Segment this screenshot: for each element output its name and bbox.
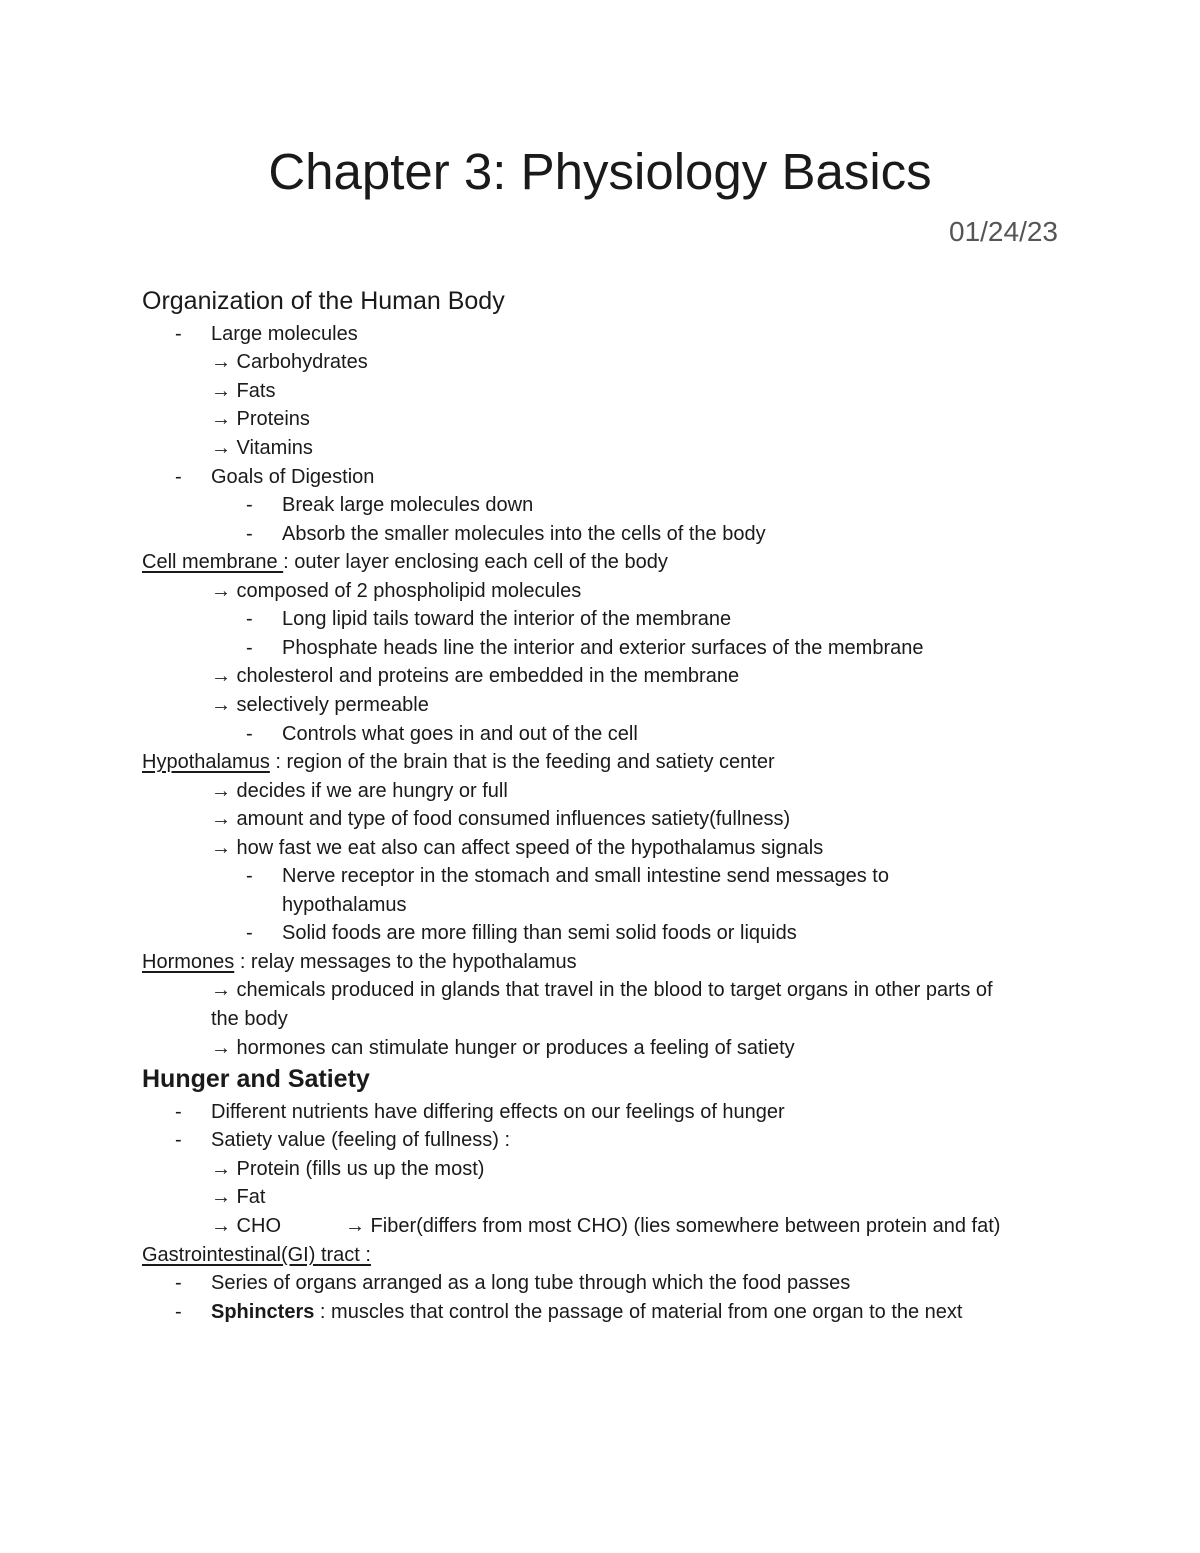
list-item: → chemicals produced in glands that travel in the blood to target organs in other parts of <box>211 979 993 1001</box>
list-item: → Carbohydrates <box>211 351 368 373</box>
bullet-dash: - <box>175 323 182 345</box>
definition-hypothalamus <box>142 748 775 776</box>
bullet-dash: - <box>246 523 253 545</box>
list-item: Nerve receptor in the stomach and small intestine send messages to <box>282 865 889 887</box>
list-item: → Protein (fills us up the most) <box>211 1158 485 1180</box>
list-item-continued: the body <box>211 1008 288 1030</box>
term: Hypothalamus <box>142 751 270 773</box>
list-item: → selectively permeable <box>211 694 429 716</box>
definition-text: : region of the brain that is the feeding and satiety center <box>269 751 775 773</box>
bullet-dash: - <box>246 922 253 944</box>
bullet-dash: - <box>175 1101 182 1123</box>
list-item: → Fiber(differs from most CHO) (lies somewhere between protein and fat) <box>345 1215 1001 1237</box>
list-item: Goals of Digestion <box>211 466 375 488</box>
bullet-dash: - <box>246 494 253 516</box>
list-item: Phosphate heads line the interior and exterior surfaces of the membrane <box>282 637 924 659</box>
list-item: → amount and type of food consumed influences satiety(fullness) <box>211 808 791 830</box>
definition-hormones <box>142 948 577 976</box>
list-item: Satiety value (feeling of fullness) : <box>211 1129 511 1151</box>
list-item: Large molecules <box>211 323 358 345</box>
list-item: → cholesterol and proteins are embedded in the membrane <box>211 665 740 687</box>
bullet-dash: - <box>246 865 253 887</box>
list-item: Break large molecules down <box>282 494 534 516</box>
list-item: Controls what goes in and out of the cell <box>282 723 638 745</box>
section-heading-organization: Organization of the Human Body <box>142 287 505 315</box>
list-item: → how fast we eat also can affect speed of the hypothalamus signals <box>211 837 824 859</box>
list-item <box>211 1298 962 1326</box>
term: Cell membrane <box>142 551 284 573</box>
bullet-dash: - <box>246 637 253 659</box>
list-item: Solid foods are more filling than semi solid foods or liquids <box>282 922 797 944</box>
bullet-dash: - <box>175 1272 182 1294</box>
bullet-dash: - <box>246 723 253 745</box>
term: Hormones <box>142 951 235 973</box>
list-item: Series of organs arranged as a long tube through which the food passes <box>211 1272 851 1294</box>
bullet-dash: - <box>175 1301 182 1323</box>
page-title: Chapter 3: Physiology Basics <box>268 143 932 200</box>
definition-cell-membrane <box>142 548 668 576</box>
list-item: → CHO <box>211 1215 281 1237</box>
list-item: → decides if we are hungry or full <box>211 780 508 802</box>
list-item: → Fats <box>211 380 276 402</box>
definition-text: : relay messages to the hypothalamus <box>234 951 577 973</box>
date: 01/24/23 <box>949 216 1058 247</box>
section-heading-hunger: Hunger and Satiety <box>142 1065 370 1093</box>
bullet-dash: - <box>246 608 253 630</box>
list-item: → Proteins <box>211 408 310 430</box>
bullet-dash: - <box>175 466 182 488</box>
list-item: → composed of 2 phospholipid molecules <box>211 580 582 602</box>
definition-gi-tract <box>142 1241 371 1269</box>
list-item: → Vitamins <box>211 437 313 459</box>
term: Gastrointestinal(GI) tract : <box>142 1244 371 1266</box>
list-item: Different nutrients have differing effects on our feelings of hunger <box>211 1101 785 1123</box>
list-item-continued: hypothalamus <box>282 894 407 916</box>
list-item: → Fat <box>211 1186 266 1208</box>
term: Sphincters <box>211 1301 315 1323</box>
definition-text: : muscles that control the passage of material from one organ to the next <box>314 1301 963 1323</box>
bullet-dash: - <box>175 1129 182 1151</box>
list-item: Absorb the smaller molecules into the cells of the body <box>282 523 766 545</box>
definition-text: : outer layer enclosing each cell of the body <box>283 551 668 573</box>
list-item: → hormones can stimulate hunger or produces a feeling of satiety <box>211 1037 795 1059</box>
list-item: Long lipid tails toward the interior of the membrane <box>282 608 732 630</box>
